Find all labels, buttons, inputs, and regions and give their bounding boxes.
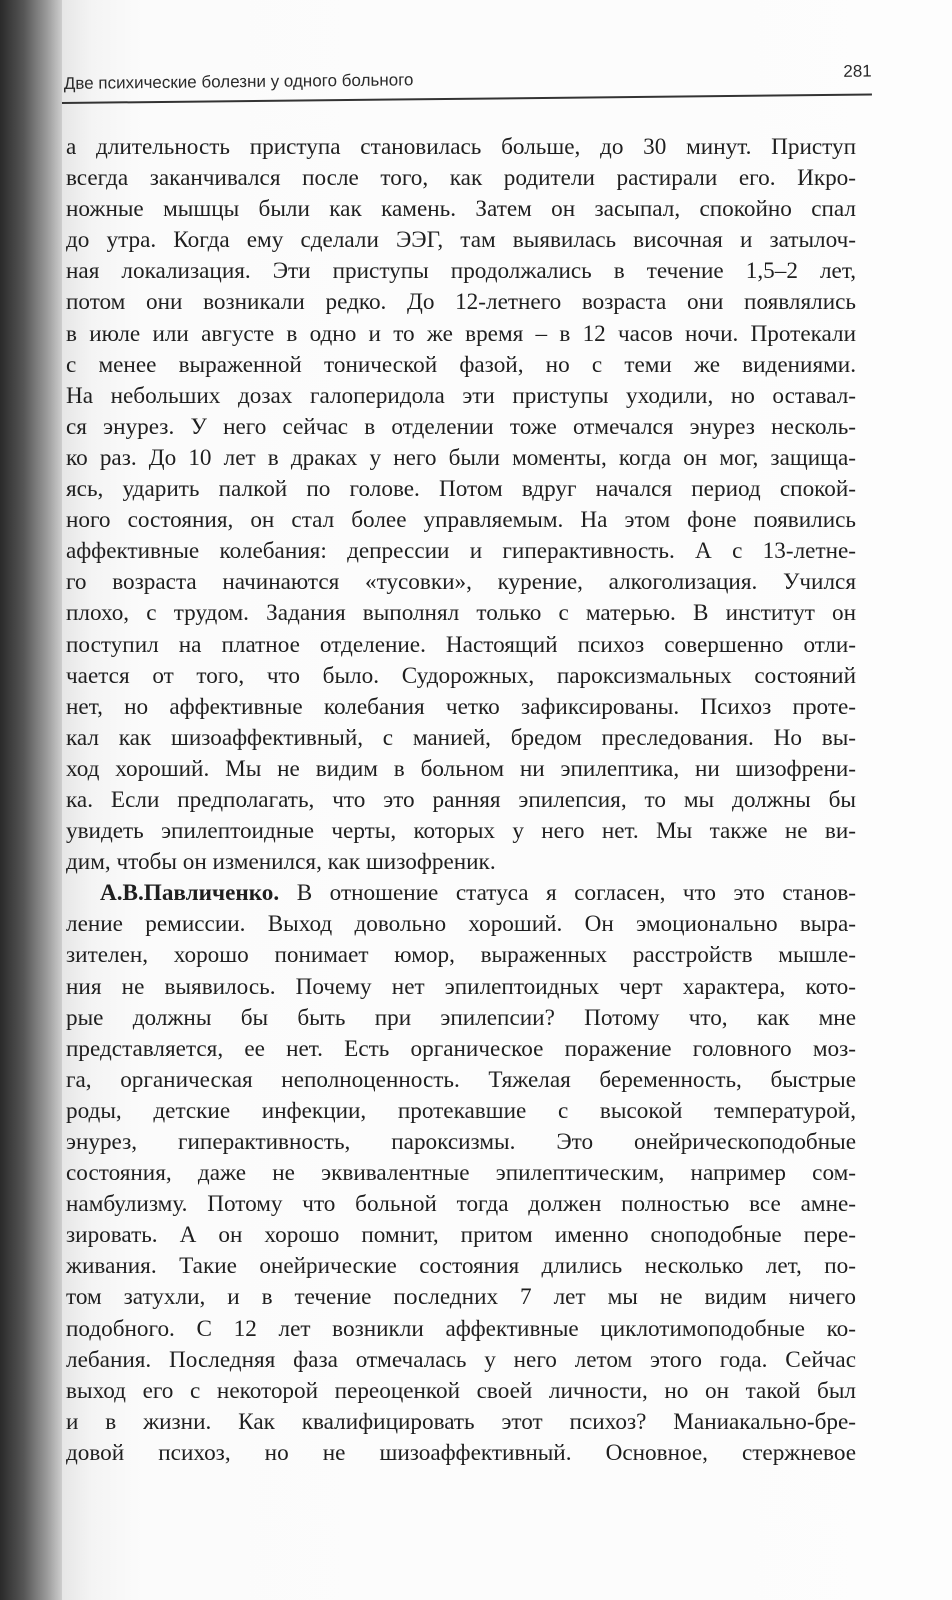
paragraph-2-first-line-text: В отношение статуса я согласен, что это станов-: [279, 880, 856, 907]
text-line: увидеть эпилептоидные черты, которых у него нет. Мы также не ви-: [66, 818, 856, 845]
text-line: ко раз. До 10 лет в драках у него были моменты, когда он мог, защища-: [66, 444, 856, 471]
text-line: до утра. Когда ему сделали ЭЭГ, там выявилась височная и затылоч-: [66, 227, 856, 254]
text-line: выход его с некоторой переоценкой своей личности, но он такой был: [66, 1377, 856, 1404]
text-line: ление ремиссии. Выход довольно хороший. Он эмоционально выра-: [66, 911, 856, 938]
text-line: нет, но аффективные колебания четко зафиксированы. Психоз проте-: [66, 693, 856, 720]
text-line: На небольших дозах галоперидола эти приступы уходили, но оставал-: [66, 382, 856, 409]
text-line: ся энурез. У него сейчас в отделении тоже отмечался энурез несколь-: [66, 413, 856, 440]
text-line: зителен, хорошо понимает юмор, выраженных расстройств мышле-: [66, 942, 856, 969]
text-line: ния не выявилось. Почему нет эпилептоидных черт характера, кото-: [66, 973, 856, 1000]
text-line: намбулизму. Потому что больной тогда должен полностью все амне-: [66, 1191, 856, 1218]
speaker-name: А.В.Павличенко.: [100, 880, 280, 907]
text-line: дим, чтобы он изменился, как шизофреник.: [66, 849, 496, 876]
running-title: Две психические болезни у одного больного: [63, 70, 414, 93]
text-line: довой психоз, но не шизоаффективный. Основное, стержневое: [66, 1439, 856, 1466]
text-line: ясь, ударить палкой по голове. Потом вдруг начался период спокой-: [66, 476, 856, 503]
text-line: ка. Если предполагать, что это ранняя эпилепсия, то мы должны бы: [66, 786, 856, 813]
text-line: состояния, даже не эквивалентные эпилептическим, например сом-: [66, 1160, 856, 1187]
text-line: рые должны бы быть при эпилепсии? Потому что, как мне: [66, 1004, 856, 1031]
text-line: ная локализация. Эти приступы продолжались в течение 1,5–2 лет,: [66, 258, 856, 285]
text-line: энурез, гиперактивность, пароксизмы. Это онейрическоподобные: [66, 1129, 856, 1155]
text-line: ножные мышцы были как камень. Затем он засыпал, спокойно спал: [66, 196, 856, 223]
paragraph-2-first-line: [66, 878, 856, 909]
body-text: [66, 132, 856, 1469]
text-line: лебания. Последняя фаза отмечалась у него летом этого года. Сейчас: [66, 1346, 856, 1373]
text-line: плохо, с трудом. Задания выполнял только с матерью. В институт он: [66, 600, 856, 627]
text-line: ного состояния, он стал более управляемым. На этом фоне появились: [66, 507, 856, 534]
paragraph-1: [66, 132, 856, 878]
book-page: [62, 0, 952, 1600]
paragraph-2: [66, 878, 856, 1469]
text-line: а длительность приступа становилась больше, до 30 минут. Приступ: [66, 134, 856, 160]
text-line: ход хороший. Мы не видим в больном ни эпилептика, ни шизофрени-: [66, 755, 856, 782]
text-line: подобного. С 12 лет возникли аффективные циклотимоподобные ко-: [66, 1315, 856, 1342]
text-line: в июле или августе в одно и то же время – в 12 часов ночи. Протекали: [66, 320, 856, 347]
text-line: с менее выраженной тонической фазой, но с теми же видениями.: [66, 351, 856, 378]
text-line: го возраста начинаются «тусовки», курение, алкоголизация. Учился: [66, 569, 856, 596]
page-header: [62, 60, 872, 104]
page-number: 281: [843, 61, 872, 81]
text-line: всегда заканчивался после того, как родители растирали его. Икро-: [66, 165, 856, 192]
text-line: га, органическая неполноценность. Тяжелая беременность, быстрые: [66, 1066, 856, 1093]
text-line: представляется, ее нет. Есть органическое поражение головного моз-: [66, 1035, 856, 1062]
text-line: аффективные колебания: депрессии и гиперактивность. А с 13-летне-: [66, 538, 856, 565]
text-line: роды, детские инфекции, протекавшие с высокой температурой,: [66, 1097, 856, 1124]
text-line: чается от того, что было. Судорожных, пароксизмальных состояний: [66, 662, 856, 689]
text-line: потом они возникали редко. До 12-летнего возраста они появлялись: [66, 289, 856, 316]
text-line: и в жизни. Как квалифицировать этот психоз? Маниакально-бре-: [66, 1408, 856, 1435]
text-line: зировать. А он хорошо помнит, притом именно сноподобные пере-: [66, 1222, 856, 1249]
text-line: живания. Такие онейрические состояния длились несколько лет, по-: [66, 1253, 856, 1280]
text-line: том затухли, и в течение последних 7 лет мы не видим ничего: [66, 1284, 856, 1311]
text-line: кал как шизоаффективный, с манией, бредом преследования. Но вы-: [66, 724, 856, 751]
text-line: поступил на платное отделение. Настоящий психоз совершенно отли-: [66, 631, 856, 658]
